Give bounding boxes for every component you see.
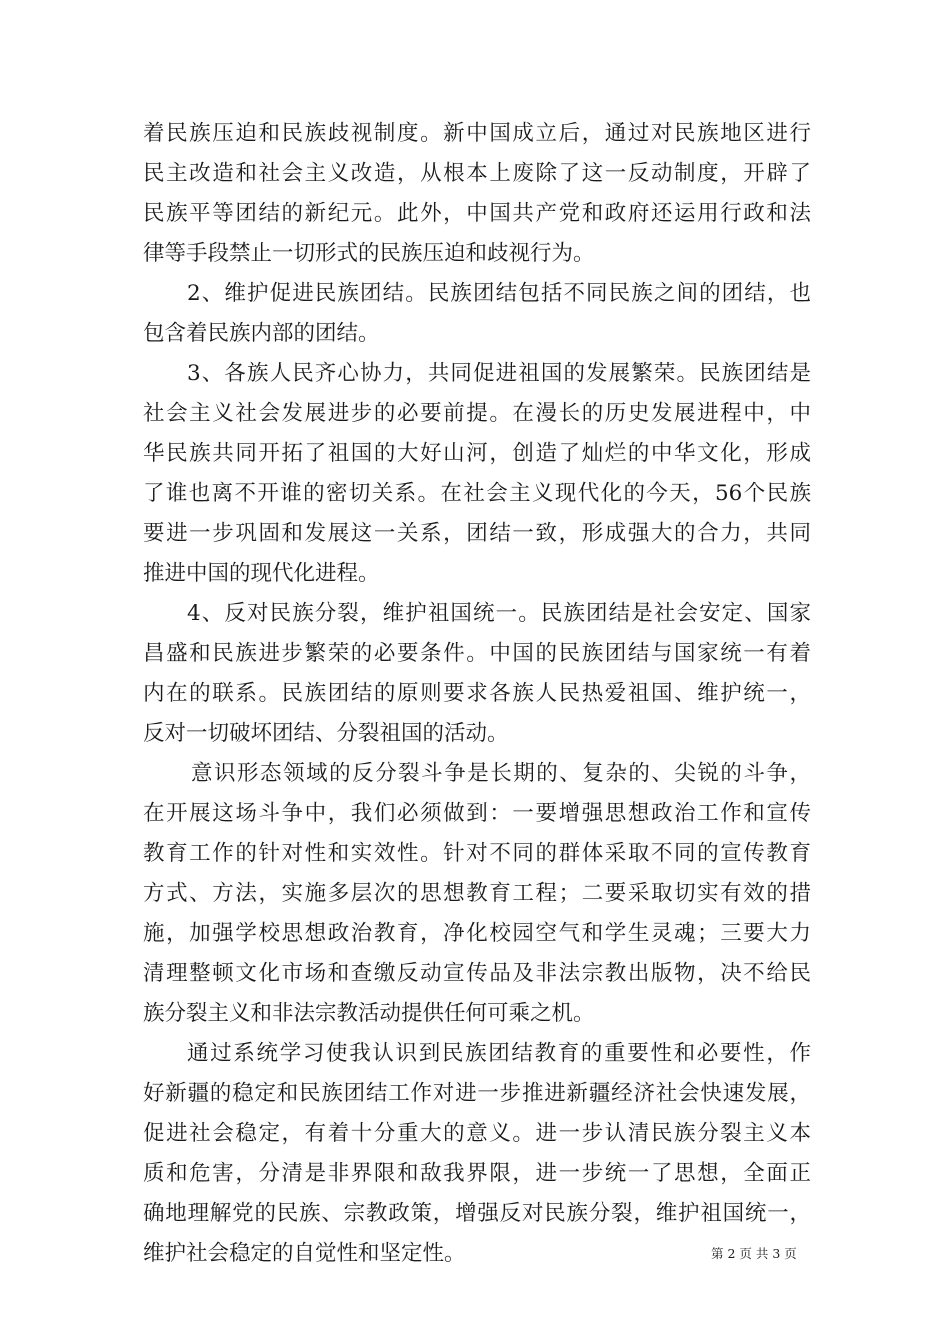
text-line: 族分裂主义和非法宗教活动提供任何可乘之机。 (143, 1001, 595, 1026)
text-line: 施，加强学校思想政治教育，净化校园空气和学生灵魂；三要大力 (143, 921, 811, 946)
text-line: 在开展这场斗争中，我们必须做到：一要增强思想政治工作和宣传 (143, 801, 811, 826)
text-line: 包含着民族内部的团结。 (143, 321, 380, 346)
paragraph-3 (143, 354, 811, 594)
text-line: 4、反对民族分裂，维护祖国统一。民族团结是社会安定、国家 (187, 601, 811, 626)
text-line: 2、维护促进民族团结。民族团结包括不同民族之间的团结，也 (187, 281, 811, 306)
text-line: 华民族共同开拓了祖国的大好山河，创造了灿烂的中华文化，形成 (143, 441, 811, 466)
text-line: 反对一切破坏团结、分裂祖国的活动。 (143, 721, 509, 746)
text-line: 民主改造和社会主义改造，从根本上废除了这一反动制度，开辟了 (143, 161, 811, 186)
document-body (143, 114, 811, 1274)
text-line: 促进社会稳定，有着十分重大的意义。进一步认清民族分裂主义本 (143, 1121, 811, 1146)
text-line: 3、各族人民齐心协力，共同促进祖国的发展繁荣。民族团结是 (187, 361, 811, 386)
text-line: 内在的联系。民族团结的原则要求各族人民热爱祖国、维护统一， (143, 681, 811, 706)
text-line: 要进一步巩固和发展这一关系，团结一致，形成强大的合力，共同 (143, 521, 811, 546)
paragraph-4 (143, 594, 811, 754)
text-line: 质和危害，分清是非界限和敌我界限，进一步统一了思想，全面正 (143, 1161, 811, 1186)
text-line: 民族平等团结的新纪元。此外，中国共产党和政府还运用行政和法 (143, 201, 811, 226)
text-line: 清理整顿文化市场和查缴反动宣传品及非法宗教出版物，决不给民 (143, 961, 811, 986)
paragraph-2 (143, 274, 811, 354)
paragraph-1 (143, 114, 811, 274)
text-line: 好新疆的稳定和民族团结工作对进一步推进新疆经济社会快速发展， (143, 1081, 811, 1106)
text-line: 意识形态领域的反分裂斗争是长期的、复杂的、尖锐的斗争， (191, 761, 811, 786)
text-line: 了谁也离不开谁的密切关系。在社会主义现代化的今天，56个民族 (143, 481, 811, 506)
text-line: 确地理解党的民族、宗教政策，增强反对民族分裂，维护祖国统一， (143, 1201, 811, 1226)
page-number-footer: 第 2 页 共 3 页 (711, 1246, 797, 1261)
text-line: 推进中国的现代化进程。 (143, 561, 380, 586)
text-line: 律等手段禁止一切形式的民族压迫和歧视行为。 (143, 241, 595, 266)
paragraph-6 (143, 1034, 811, 1274)
text-line: 教育工作的针对性和实效性。针对不同的群体采取不同的宣传教育 (143, 841, 811, 866)
text-line: 昌盛和民族进步繁荣的必要条件。中国的民族团结与国家统一有着 (143, 641, 811, 666)
paragraph-5 (143, 754, 811, 1034)
text-line: 方式、方法，实施多层次的思想教育工程；二要采取切实有效的措 (143, 881, 811, 906)
text-line: 着民族压迫和民族歧视制度。新中国成立后，通过对民族地区进行 (143, 121, 811, 146)
text-line: 维护社会稳定的自觉性和坚定性。 (143, 1241, 466, 1266)
text-line: 社会主义社会发展进步的必要前提。在漫长的历史发展进程中，中 (143, 401, 811, 426)
text-line: 通过系统学习使我认识到民族团结教育的重要性和必要性，作 (187, 1041, 811, 1066)
